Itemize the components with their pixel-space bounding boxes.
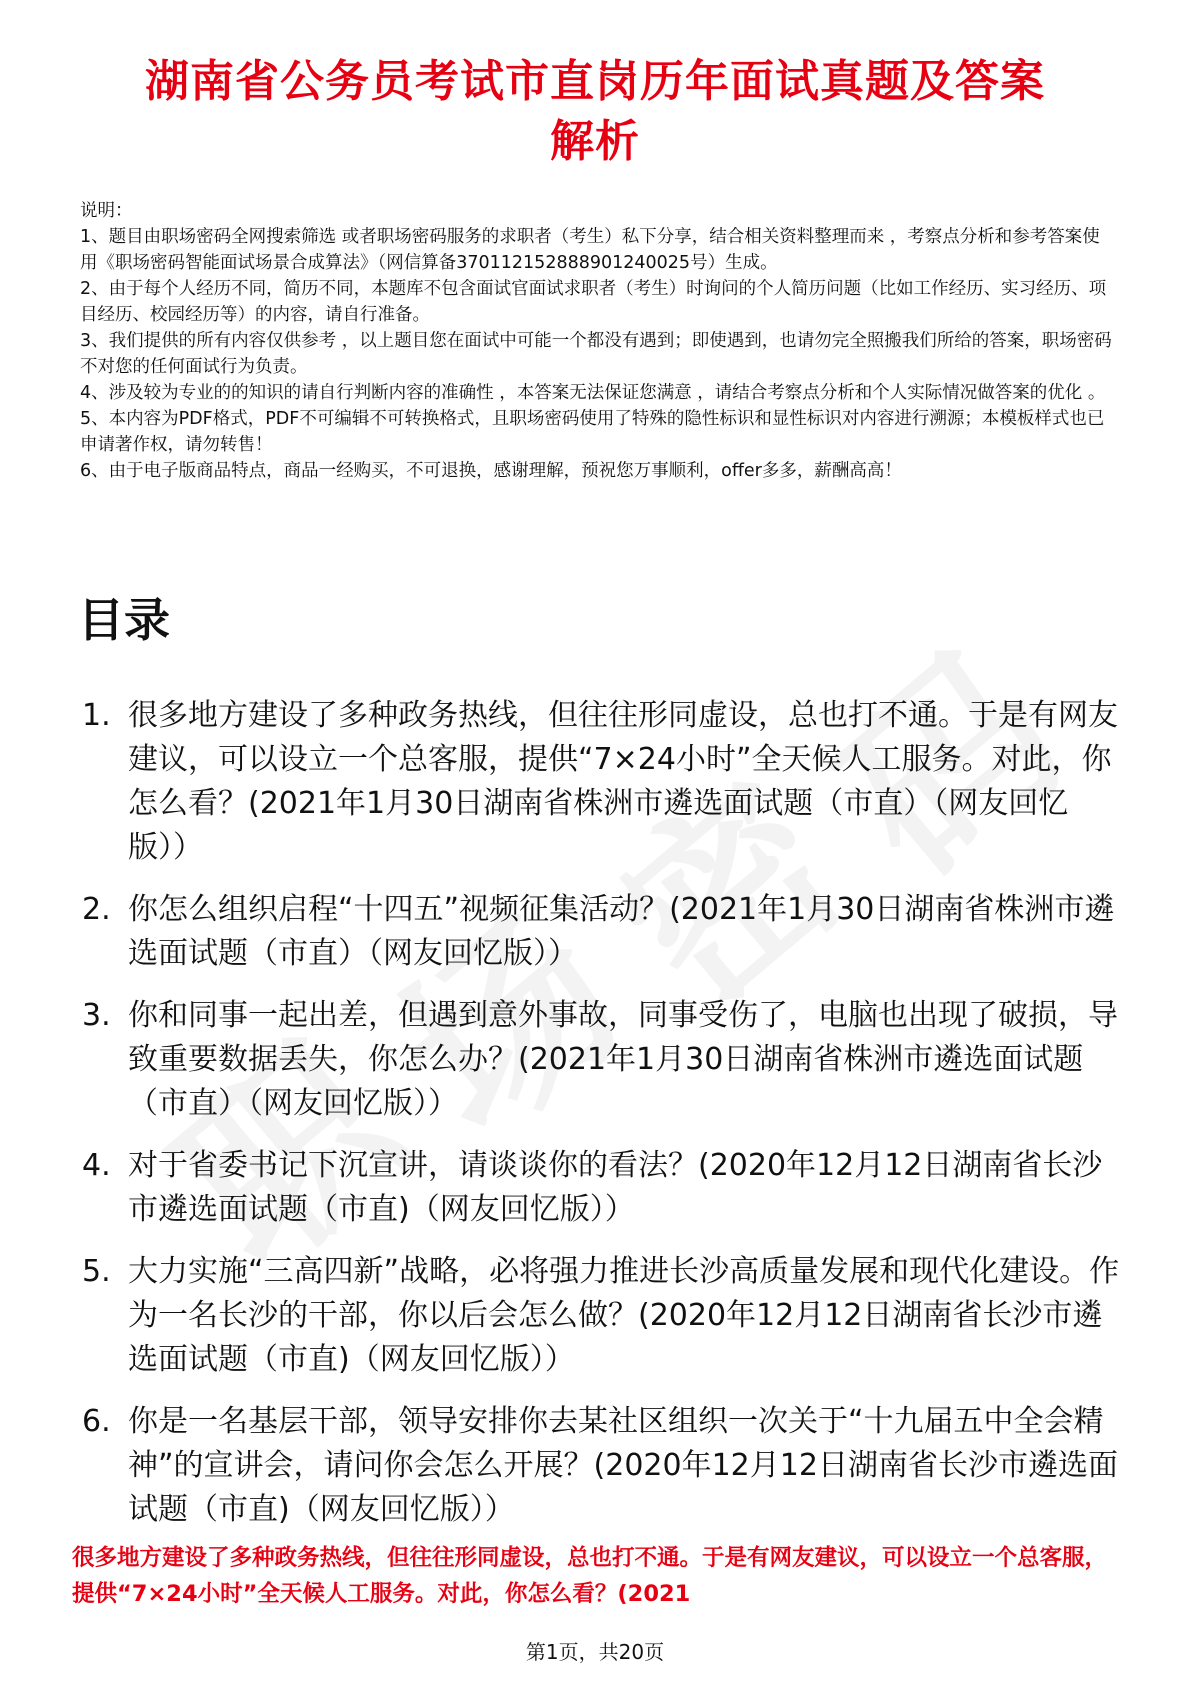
toc-item[interactable] [82, 694, 1122, 870]
disclaimer-notes [80, 198, 1116, 484]
document-title-line: 湖南省公务员考试市直岗历年面试真题及答案 [145, 56, 1045, 107]
note-item: 5、本内容为PDF格式，PDF不可编辑不可转换格式，且职场密码使用了特殊的隐性标识和显性标识对内容进行溯源；本模板样式也已申请著作权，请勿转售！ [80, 409, 1105, 455]
table-of-contents [82, 694, 1122, 1550]
note-item: 1、题目由职场密码全网搜索筛选 或者职场密码服务的求职者（考生）私下分享，结合相关资料整理而来 ，考察点分析和参考答案使用《职场密码智能面试场景合成算法》（网信算备370112152888901240025号）生成。 [80, 227, 1100, 273]
toc-item[interactable] [82, 1400, 1122, 1532]
toc-item[interactable] [82, 1250, 1122, 1382]
toc-item-number: 6. [82, 1404, 111, 1439]
toc-item-text[interactable]: 你和同事一起出差，但遇到意外事故，同事受伤了，电脑也出现了破损，导致重要数据丢失，你怎么办？(2021年1月30日湖南省株洲市遴选面试题（市直）（网友回忆版）） [128, 998, 1118, 1121]
question-heading: 很多地方建设了多种政务热线，但往往形同虚设，总也打不通。于是有网友建议，可以设立一个总客服，提供“7×24小时”全天候人工服务。对此，你怎么看？(2021 [72, 1545, 1108, 1607]
toc-item[interactable] [82, 1144, 1122, 1232]
toc-item-number: 5. [82, 1254, 111, 1289]
toc-item-text[interactable]: 对于省委书记下沉宣讲，请谈谈你的看法？(2020年12月12日湖南省长沙市遴选面试题（市直)（网友回忆版）） [128, 1148, 1103, 1227]
toc-item[interactable] [82, 994, 1122, 1126]
toc-item-number: 2. [82, 892, 111, 927]
toc-item-text[interactable]: 很多地方建设了多种政务热线，但往往形同虚设，总也打不通。于是有网友建议，可以设立一个总客服，提供“7×24小时”全天候人工服务。对此，你怎么看？(2021年1月30日湖南省株洲市遴选面试题（市直）（网友回忆版）） [128, 698, 1118, 865]
note-item: 2、由于每个人经历不同，简历不同，本题库不包含面试官面试求职者（考生）时询问的个人简历问题（比如工作经历、实习经历、项目经历、校园经历等）的内容，请自行准备。 [80, 279, 1107, 325]
toc-item-number: 1. [82, 698, 111, 733]
document-title-line: 解析 [550, 116, 640, 167]
note-item: 3、我们提供的所有内容仅供参考 ，以上题目您在面试中可能一个都没有遇到；即使遇到，也请勿完全照搬我们所给的答案，职场密码不对您的任何面试行为负责。 [80, 331, 1112, 377]
toc-item-text[interactable]: 你是一名基层干部，领导安排你去某社区组织一次关于“十九届五中全会精神”的宣讲会，请问你会怎么开展？(2020年12月12日湖南省长沙市遴选面试题（市直)（网友回忆版）） [128, 1404, 1118, 1527]
notes-heading: 说明： [80, 201, 133, 221]
toc-item-text[interactable]: 大力实施“三高四新”战略，必将强力推进长沙高质量发展和现代化建设。作为一名长沙的干部，你以后会怎么做？(2020年12月12日湖南省长沙市遴选面试题（市直)（网友回忆版）） [128, 1254, 1120, 1377]
document-title [60, 52, 1130, 172]
page-number: 第1页，共20页 [525, 1640, 665, 1664]
toc-item-number: 4. [82, 1148, 111, 1183]
note-item: 6、由于电子版商品特点，商品一经购买，不可退换，感谢理解，预祝您万事顺利，offer多多，薪酬高高！ [80, 461, 902, 481]
note-item: 4、涉及较为专业的的知识的请自行判断内容的准确性 ，本答案无法保证您满意 ，请结合考察点分析和个人实际情况做答案的优化 。 [80, 383, 1106, 403]
toc-item[interactable] [82, 888, 1122, 976]
toc-item-number: 3. [82, 998, 111, 1033]
toc-item-text[interactable]: 你怎么组织启程“十四五”视频征集活动？(2021年1月30日湖南省株洲市遴选面试题（市直）（网友回忆版）） [128, 892, 1115, 971]
toc-heading: 目录 [78, 593, 170, 647]
